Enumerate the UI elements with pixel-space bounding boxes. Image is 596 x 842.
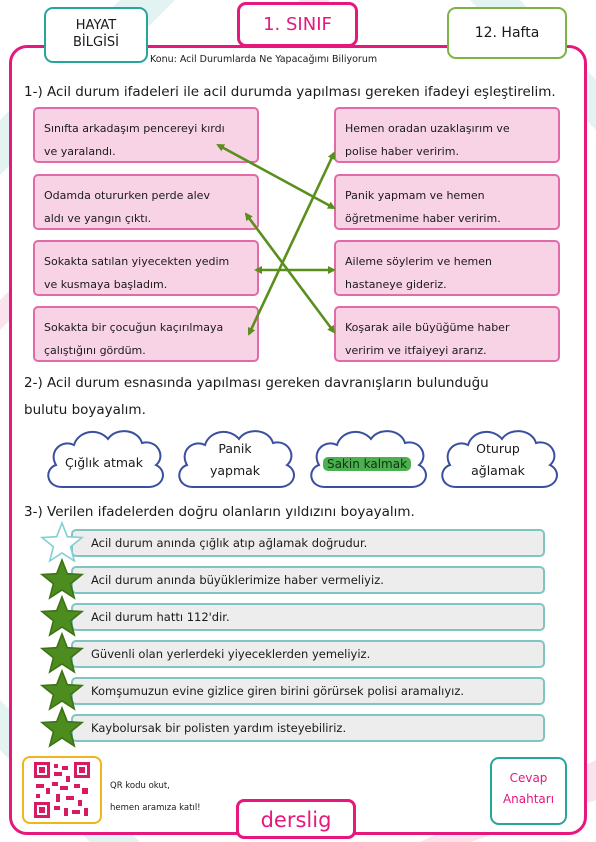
cloud-2-text-l2: yapmak: [209, 463, 261, 478]
q1-right-2-l2: öğretmenime haber veririm.: [345, 212, 501, 225]
cloud-4-text-l2: ağlamak: [471, 463, 525, 478]
star-icon-1[interactable]: [42, 523, 82, 561]
qr-caption: [110, 775, 201, 819]
q1-left-4-l2: çalıştığını gördüm.: [44, 344, 146, 357]
qr-caption-l1: QR kodu okut,: [110, 781, 170, 791]
q1-right-3-l1: Aileme söylerim ve hemen: [345, 255, 492, 268]
cloud-2-text-l1: Panik: [218, 441, 252, 456]
q3-statement-4: Güvenli olan yerlerdeki yiyeceklerden yemeliyiz.: [71, 640, 545, 668]
question-3-prompt: 3-) Verilen ifadelerden doğru olanların yıldızını boyayalım.: [24, 504, 415, 520]
answer-key-l1: Cevap: [509, 771, 548, 785]
qr-caption-l2: hemen aramıza katıl!: [110, 803, 201, 813]
q1-left-4-l1: Sokakta bir çocuğun kaçırılmaya: [44, 321, 224, 334]
star-icon-5[interactable]: [42, 671, 82, 709]
q3-statement-5: Komşumuzun evine gizlice giren birini görürsek polisi aramalıyız.: [71, 677, 545, 705]
star-icon-2[interactable]: [42, 560, 82, 598]
cloud-1-text: Çığlık atmak: [65, 455, 143, 470]
q1-right-2-l1: Panik yapmam ve hemen: [345, 189, 485, 202]
q1-left-1-l1: Sınıfta arkadaşım pencereyi kırdı: [44, 122, 225, 135]
answer-key-l2: Anahtarı: [502, 792, 555, 806]
star-icon-4[interactable]: [42, 634, 82, 672]
q1-right-1-l2: polise haber veririm.: [345, 145, 459, 158]
question-2-prompt-line2: bulutu boyayalım.: [24, 402, 146, 418]
question-1-prompt: 1-) Acil durum ifadeleri ile acil durumda yapılması gereken ifadeyi eşleştirelim.: [24, 84, 556, 100]
q1-right-3-l2: hastaneye gideriz.: [345, 278, 447, 291]
q3-statement-3: Acil durum hattı 112'dir.: [71, 603, 545, 631]
q1-left-2-l1: Odamda otururken perde alev: [44, 189, 210, 202]
grade-box: 1. SINIF: [237, 2, 358, 47]
q1-left-3-l1: Sokakta satılan yiyecekten yedim: [44, 255, 230, 268]
q3-statement-2: Acil durum anında büyüklerimize haber vermeliyiz.: [71, 566, 545, 594]
cloud-3-text-colored: Sakin kalmak: [323, 457, 411, 471]
q1-left-3-l2: ve kusmaya başladım.: [44, 278, 168, 291]
cloud-4-text-l1: Oturup: [476, 441, 520, 456]
qr-code-box[interactable]: [22, 756, 102, 824]
week-box: 12. Hafta: [447, 7, 567, 59]
topic-line: Konu: Acil Durumlarda Ne Yapacağımı Biliyorum: [150, 54, 378, 65]
subject-line2: BİLGİSİ: [73, 35, 119, 50]
q1-left-1-l2: ve yaralandı.: [44, 145, 116, 158]
q3-statement-6: Kaybolursak bir polisten yardım isteyebiliriz.: [71, 714, 545, 742]
q1-left-2-l2: aldı ve yangın çıktı.: [44, 212, 152, 225]
q1-right-1-l1: Hemen oradan uzaklaşırım ve: [345, 122, 510, 135]
question-2-prompt-line1: 2-) Acil durum esnasında yapılması gereken davranışların bulunduğu: [24, 375, 489, 391]
brand-logo: derslig: [236, 799, 356, 839]
star-icon-6[interactable]: [42, 708, 82, 746]
subject-line1: HAYAT: [75, 18, 117, 33]
qr-code-icon: [24, 758, 100, 822]
q3-statement-1: Acil durum anında çığlık atıp ağlamak doğrudur.: [71, 529, 545, 557]
answer-key-button[interactable]: [490, 757, 567, 825]
q1-right-4-l2: veririm ve itfaiyeyi ararız.: [345, 344, 487, 357]
star-icon-3[interactable]: [42, 597, 82, 635]
q1-right-4-l1: Koşarak aile büyüğüme haber: [345, 321, 510, 334]
